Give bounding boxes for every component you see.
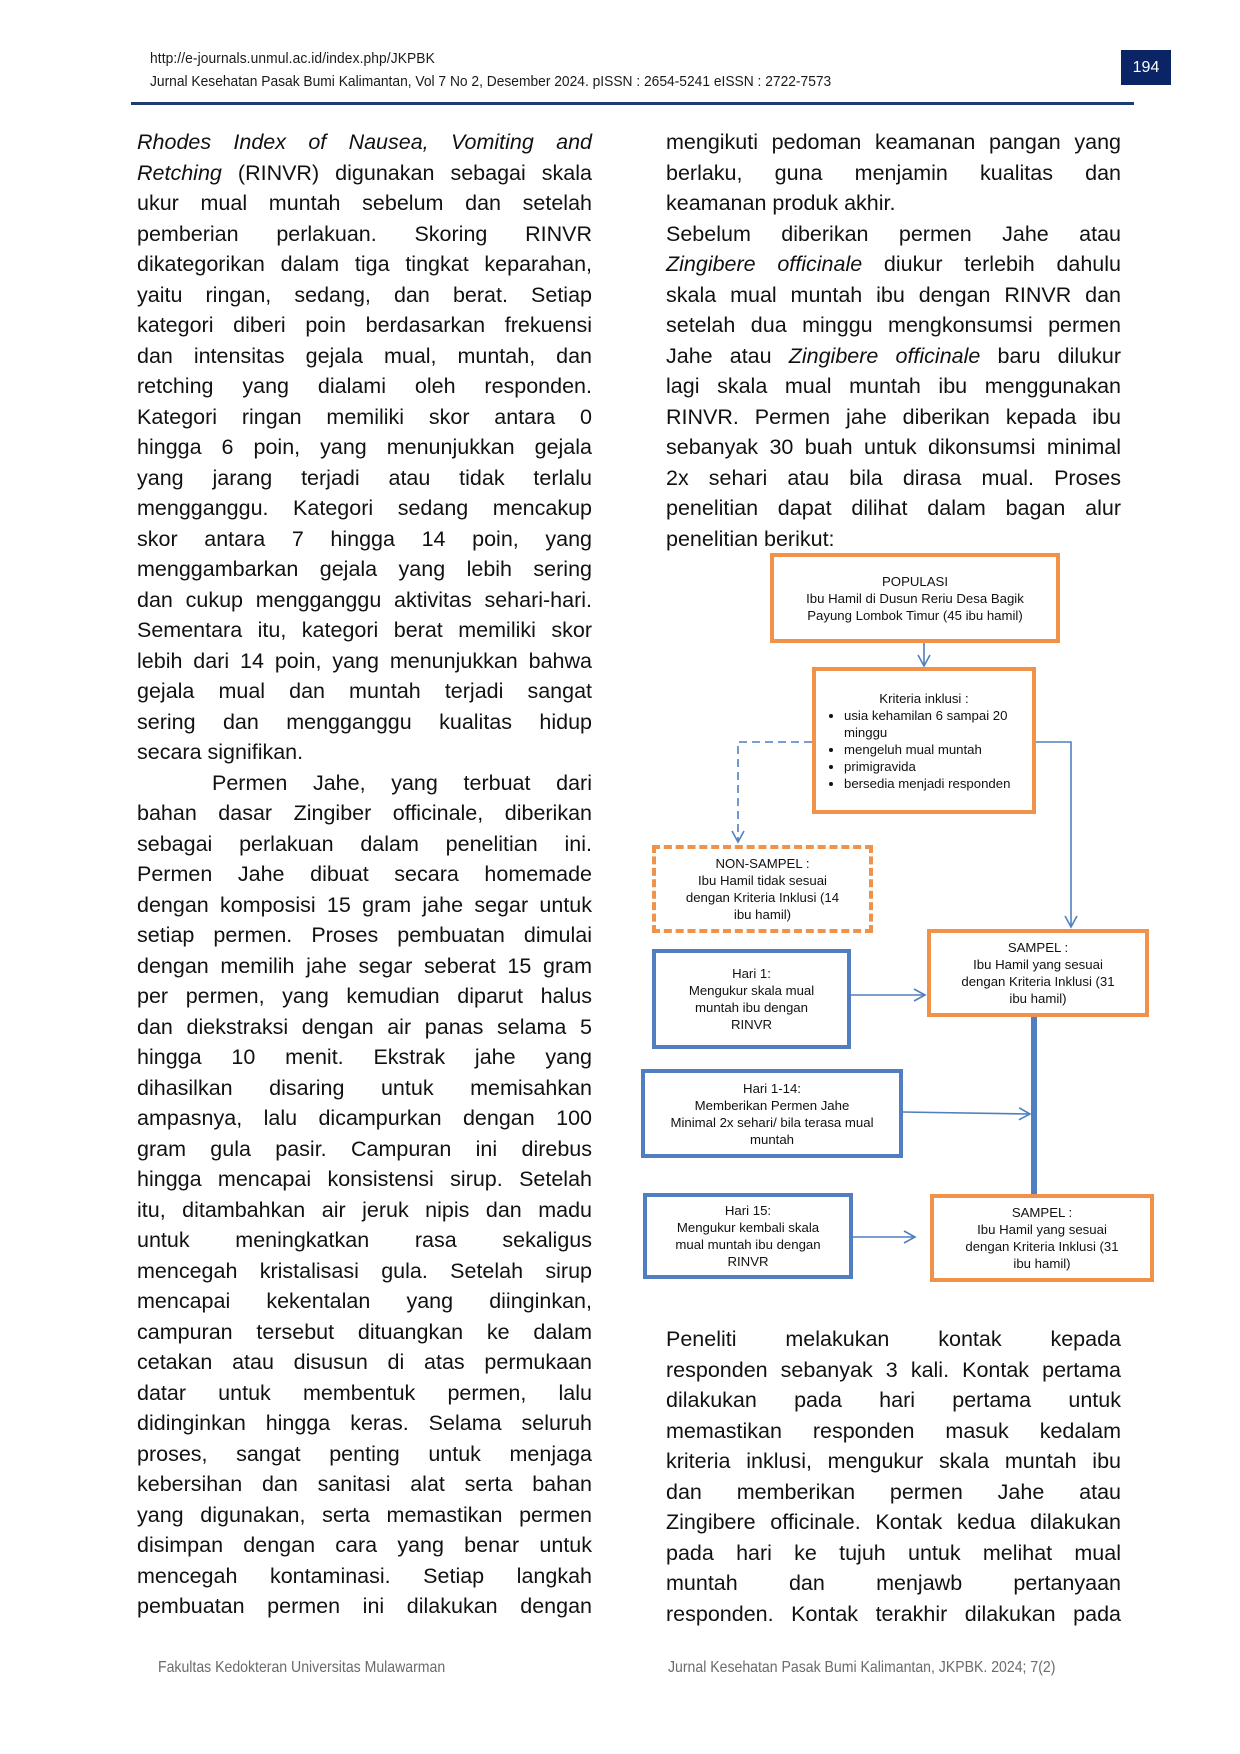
text-line: sebagai perlakuan dalam penelitian ini. bbox=[137, 831, 592, 856]
text-line: skala mual muntah ibu dengan RINVR dan bbox=[666, 282, 1121, 307]
hari-1-14-line3: muntah bbox=[750, 1131, 794, 1147]
populasi-title: POPULASI bbox=[882, 573, 948, 589]
text-line: Permen Jahe dibuat secara homemade bbox=[137, 862, 592, 886]
text-line: bahan dasar Zingiber officinale, diberikan bbox=[137, 801, 592, 825]
text-line: setelah dua minggu mengkonsumsi permen bbox=[666, 313, 1121, 337]
non-sampel-line2: dengan Kriteria Inklusi (14 bbox=[685, 890, 840, 905]
hari-15-line1: Mengukur kembali skala bbox=[676, 1220, 820, 1235]
text-line: Kategori ringan memiliki skor antara 0 bbox=[137, 404, 592, 429]
text-line: sebanyak 30 buah untuk dikonsumsi minimal bbox=[666, 435, 1121, 459]
text-line: didinginkan hingga keras. Selama seluruh bbox=[137, 1411, 592, 1435]
text-line: hingga 10 menit. Ekstrak jahe yang bbox=[137, 1045, 592, 1069]
text-line: dan cukup mengganggu aktivitas sehari-hari. bbox=[137, 587, 592, 612]
text-line: menggambarkan gejala yang lebih sering bbox=[137, 557, 592, 581]
text-line: cetakan atau disusun di atas permukaan bbox=[137, 1350, 592, 1374]
text-line: mengganggu. Kategori sedang mencakup bbox=[137, 496, 592, 520]
text-line: pemberian perlakuan. Skoring RINVR bbox=[137, 221, 592, 246]
kriteria-item: • bersedia menjadi responden bbox=[844, 775, 1032, 792]
hari-1-line1: Mengukur skala mual bbox=[688, 983, 815, 998]
text-line: mengikuti pedoman keamanan pangan yang bbox=[666, 130, 1121, 154]
text-line: sering dan mengganggu kualitas hidup bbox=[137, 709, 592, 734]
text-line: responden. Kontak terakhir dilakukan pada bbox=[666, 1601, 1121, 1626]
text-line: secara signifikan. bbox=[137, 740, 304, 764]
text-line: dengan memilih jahe segar seberat 15 gram bbox=[137, 953, 592, 978]
text-line: kriteria inklusi, mengukur skala muntah ibu bbox=[666, 1449, 1121, 1473]
populasi-line2: Payung Lombok Timur (45 ibu hamil) bbox=[807, 607, 1023, 623]
right-column-text-top bbox=[666, 127, 1121, 554]
text-line: responden sebanyak 3 kali. Kontak pertama bbox=[666, 1357, 1121, 1382]
text-line: penelitian berikut: bbox=[666, 526, 835, 551]
text-line: hingga 6 poin, yang menunjukkan gejala bbox=[137, 435, 592, 459]
header-url: http://e-journals.unmul.ac.id/index.php/JKPBK bbox=[150, 50, 435, 67]
text-line: itu, ditambahkan air jeruk nipis dan madu bbox=[137, 1197, 592, 1222]
text-line: berlaku, guna menjamin kualitas dan bbox=[666, 160, 1121, 185]
text-line: gram gula pasir. Campuran ini direbus bbox=[137, 1136, 592, 1161]
text-line: Permen Jahe, yang terbuat dari bbox=[212, 770, 592, 795]
text-line: campuran tersebut dituangkan ke dalam bbox=[137, 1319, 592, 1344]
text-line: yaitu ringan, sedang, dan berat. Setiap bbox=[137, 282, 592, 307]
flow-box-non-sampel bbox=[652, 845, 873, 933]
kriteria-title: Kriteria inklusi : bbox=[879, 690, 969, 706]
text-line: kategori diberi poin berdasarkan frekuensi bbox=[137, 313, 592, 337]
text-line: lebih dari 14 poin, yang menunjukkan bahwa bbox=[137, 648, 592, 673]
sampel-1-title: SAMPEL : bbox=[1007, 940, 1069, 955]
sampel-1-line3: ibu hamil) bbox=[1009, 991, 1067, 1006]
flow-box-hari-15 bbox=[643, 1193, 853, 1279]
sampel-1-line1: Ibu Hamil yang sesuai bbox=[973, 957, 1103, 972]
text-line: pada hari ke tujuh untuk melihat mual bbox=[666, 1540, 1121, 1565]
text-line: mencegah kontaminasi. Setiap langkah bbox=[137, 1563, 592, 1588]
header-rule bbox=[131, 102, 1134, 105]
sampel-2-line3: ibu hamil) bbox=[1013, 1256, 1071, 1271]
arrow-hari1-14-to-bar bbox=[902, 1112, 1030, 1114]
text-line: disimpan dengan cara yang benar untuk bbox=[137, 1533, 592, 1557]
text-line: untuk meningkatkan rasa sekaligus bbox=[137, 1228, 592, 1252]
text-line: Zingibere officinale diukur terlebih dahulu bbox=[666, 252, 1122, 276]
text-line: dan intensitas gejala mual, muntah, dan bbox=[137, 343, 592, 368]
non-sampel-title: NON-SAMPEL : bbox=[715, 856, 810, 871]
text-line: memastikan responden masuk kedalam bbox=[666, 1418, 1121, 1443]
arrow-kriteria-to-nonsampel bbox=[738, 742, 812, 842]
right-column-text-bottom bbox=[666, 1324, 1121, 1629]
kriteria-list bbox=[816, 707, 1032, 792]
flow-box-sampel-2 bbox=[930, 1194, 1154, 1282]
sampel-2-line2: dengan Kriteria Inklusi (31 bbox=[965, 1239, 1119, 1254]
text-line: Zingibere officinale. Kontak kedua dilakukan bbox=[666, 1510, 1121, 1534]
hari-1-14-title: Hari 1-14: bbox=[743, 1080, 801, 1096]
text-line: dengan komposisi 15 gram jahe segar untuk bbox=[137, 892, 592, 917]
text-line: yang jarang terjadi atau tidak terlalu bbox=[137, 465, 592, 490]
hari-1-title: Hari 1: bbox=[732, 966, 771, 981]
populasi-line1: Ibu Hamil di Dusun Reriu Desa Bagik bbox=[806, 590, 1024, 606]
flow-box-populasi bbox=[770, 553, 1060, 643]
text-line: dilakukan pada hari pertama untuk bbox=[666, 1388, 1121, 1412]
hari-1-14-line1: Memberikan Permen Jahe bbox=[694, 1097, 850, 1113]
text-line: dikategorikan dalam tiga tingkat keparahan, bbox=[137, 252, 592, 276]
text-line: mencapai kekentalan yang diinginkan, bbox=[137, 1289, 592, 1313]
text-line: proses, sangat penting untuk menjaga bbox=[137, 1441, 592, 1466]
text-line: muntah dan menjawb pertanyaan bbox=[666, 1571, 1121, 1595]
text-line: ukur mual muntah sebelum dan setelah bbox=[137, 191, 592, 215]
text-line: Jahe atau Zingibere officinale baru dilukur bbox=[666, 343, 1121, 368]
text-line: yang digunakan, serta memastikan permen bbox=[137, 1502, 592, 1527]
hari-15-line2: mual muntah ibu dengan bbox=[675, 1237, 821, 1252]
text-line: Sebelum diberikan permen Jahe atau bbox=[666, 221, 1121, 246]
text-line: Rhodes Index of Nausea, Vomiting and bbox=[137, 130, 592, 154]
flow-box-sampel-1 bbox=[927, 929, 1149, 1017]
flow-box-hari-1-14 bbox=[641, 1069, 903, 1158]
non-sampel-line1: Ibu Hamil tidak sesuai bbox=[697, 873, 827, 888]
text-line: dihasilkan disaring untuk memisahkan bbox=[137, 1075, 592, 1100]
text-line: keamanan produk akhir. bbox=[666, 191, 896, 215]
text-line: pembuatan permen ini dilakukan dengan bbox=[137, 1594, 592, 1618]
kriteria-item: • mengeluh mual muntah bbox=[844, 741, 1032, 758]
text-line: dan memberikan permen Jahe atau bbox=[666, 1479, 1121, 1504]
text-line: Retching (RINVR) digunakan sebagai skala bbox=[137, 160, 592, 185]
kriteria-item: • usia kehamilan 6 sampai 20 minggu bbox=[844, 707, 1032, 741]
footer-citation: Jurnal Kesehatan Pasak Bumi Kalimantan, JKPBK. 2024; 7(2) bbox=[668, 1659, 1056, 1676]
text-line: dan diekstraksi dengan air panas selama 5 bbox=[137, 1014, 592, 1039]
text-line: lagi skala mual muntah ibu menggunakan bbox=[666, 374, 1121, 398]
text-line: 2x sehari atau bila dirasa mual. Proses bbox=[666, 465, 1121, 490]
hari-1-line3: RINVR bbox=[730, 1017, 773, 1032]
text-line: Sementara itu, kategori berat memiliki skor bbox=[137, 618, 592, 642]
text-line: skor antara 7 hingga 14 poin, yang bbox=[137, 526, 592, 551]
flow-box-kriteria bbox=[812, 667, 1036, 814]
hari-1-line2: muntah ibu dengan bbox=[695, 1000, 808, 1015]
text-line: datar untuk membentuk permen, lalu bbox=[137, 1380, 592, 1405]
sampel-2-line1: Ibu Hamil yang sesuai bbox=[977, 1222, 1107, 1237]
sampel-1-line2: dengan Kriteria Inklusi (31 bbox=[961, 974, 1115, 989]
hari-1-14-line2: Minimal 2x sehari/ bila terasa mual bbox=[670, 1114, 874, 1130]
text-line: mencegah kristalisasi gula. Setelah sirup bbox=[137, 1258, 592, 1283]
left-column-text bbox=[137, 127, 592, 1622]
sampel-2-title: SAMPEL : bbox=[1011, 1205, 1073, 1220]
kriteria-item: • primigravida bbox=[844, 758, 1032, 775]
text-line: hingga mencapai konsistensi sirup. Setelah bbox=[137, 1167, 592, 1191]
text-line: RINVR. Permen jahe diberikan kepada ibu bbox=[666, 404, 1121, 429]
arrow-kriteria-to-sampel bbox=[1035, 742, 1071, 927]
text-line: penelitian dapat dilihat dalam bagan alur bbox=[666, 496, 1121, 520]
text-line: kebersihan dan sanitasi alat serta bahan bbox=[137, 1472, 592, 1496]
header-journal-line: Jurnal Kesehatan Pasak Bumi Kalimantan, Vol 7 No 2, Desember 2024. pISSN : 2654-5241 eISSN : 2722-7573 bbox=[150, 73, 832, 90]
hari-15-line3: RINVR bbox=[727, 1254, 769, 1269]
text-line: retching yang dialami oleh responden. bbox=[137, 374, 592, 398]
text-line: per permen, yang kemudian diparut halus bbox=[137, 984, 592, 1008]
text-line: ampasnya, lalu dicampurkan dengan 100 bbox=[137, 1106, 592, 1130]
hari-15-title: Hari 15: bbox=[724, 1203, 772, 1218]
footer-institution: Fakultas Kedokteran Universitas Mulawarman bbox=[158, 1659, 446, 1676]
text-line: setiap permen. Proses pembuatan dimulai bbox=[137, 923, 592, 947]
non-sampel-line3: ibu hamil) bbox=[733, 907, 792, 922]
text-line: gejala mual dan muntah terjadi sangat bbox=[137, 679, 592, 703]
flow-box-hari-1 bbox=[652, 949, 851, 1049]
text-line: Peneliti melakukan kontak kepada bbox=[666, 1327, 1121, 1351]
page-number-badge: 194 bbox=[1121, 50, 1171, 85]
